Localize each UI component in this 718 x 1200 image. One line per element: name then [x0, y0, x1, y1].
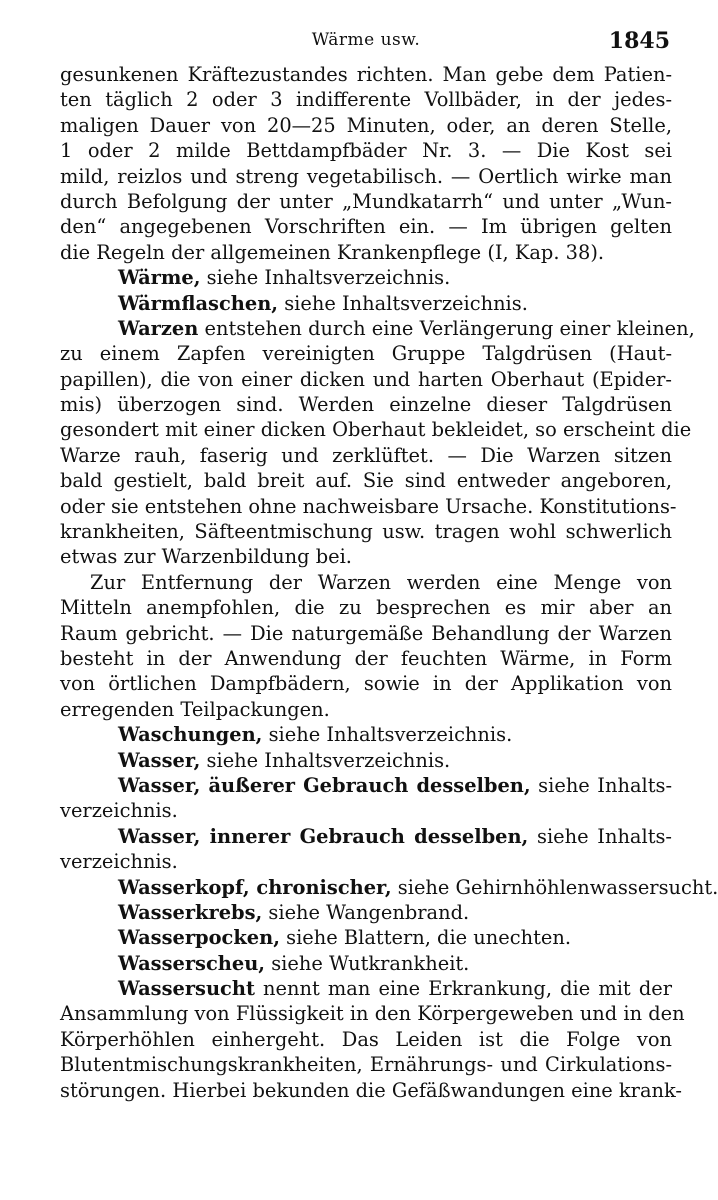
text-line [60, 214, 672, 239]
text-line [60, 646, 672, 671]
text-run: erregenden Teilpackungen. [60, 697, 330, 721]
text-line [60, 1027, 672, 1052]
text-run: durch Befolgung der unter „Mundkatarrh“ und unter „Wun- [60, 189, 672, 213]
text-run: verzeichnis. [60, 850, 178, 874]
text-run: den“ angegebenen Vorschriften ein. — Im übrigen gelten [60, 215, 672, 239]
text-run: bald gestielt, bald breit auf. Sie sind entweder angeboren, [60, 469, 672, 493]
text-line [60, 316, 695, 341]
text-line [60, 443, 672, 468]
text-run: besteht in der Anwendung der feuchten Wärme, in Form [60, 646, 672, 670]
text-line [60, 417, 692, 442]
text-run: etwas zur Warzenbildung bei. [60, 545, 352, 569]
text-line [60, 1001, 685, 1026]
text-run: Raum gebricht. — Die naturgemäße Behandlung der Warzen [60, 621, 672, 645]
text-line [60, 138, 672, 163]
page-header [60, 26, 672, 56]
text-run: mis) überzogen sind. Werden einzelne dieser Talgdrüsen [60, 393, 672, 417]
text-line [60, 240, 672, 265]
text-run: Zur Entfernung der Warzen werden eine Menge von [90, 570, 672, 594]
text-run: siehe Inhalts- [530, 773, 673, 797]
text-line [60, 849, 672, 874]
text-run: Körperhöhlen einhergeht. Das Leiden ist die Folge von [60, 1027, 672, 1051]
entry-keyword: Wärme, [118, 266, 201, 290]
text-line [60, 951, 672, 976]
text-run: verzeichnis. [60, 799, 178, 823]
text-line [60, 392, 672, 417]
entry-keyword: Wasserkopf, chronischer, [118, 875, 392, 899]
text-line [60, 87, 672, 112]
text-line [60, 494, 677, 519]
text-run: 1 oder 2 milde Bettdampfbäder Nr. 3. — Die Kost sei [60, 139, 672, 163]
text-run: gesunkenen Kräftezustandes richten. Man gebe dem Patien- [60, 63, 672, 86]
text-line [60, 164, 672, 189]
text-run: von örtlichen Dampfbädern, sowie in der Applikation von [60, 672, 672, 696]
text-run: Mitteln anempfohlen, die zu besprechen es mir aber an [60, 596, 672, 620]
text-line [60, 671, 672, 696]
entry-keyword: Warzen [118, 316, 199, 340]
text-run: mild, reizlos und streng vegetabilisch. — Oertlich wirke man [60, 164, 672, 188]
text-line [60, 519, 672, 544]
entry-keyword: Wasser, innerer Gebrauch desselben, [118, 824, 529, 848]
text-line [60, 748, 672, 773]
text-line [60, 113, 672, 138]
entry-keyword: Wasserkrebs, [118, 900, 263, 924]
text-line [60, 1078, 682, 1103]
text-run: Ansammlung von Flüssigkeit in den Körpergeweben und in den [60, 1002, 685, 1026]
text-run: siehe Inhaltsverzeichnis. [278, 291, 528, 315]
text-line [60, 189, 672, 214]
text-run: siehe Inhaltsverzeichnis. [262, 723, 513, 747]
text-run: oder sie entstehen ohne nachweisbare Ursache. Konstitutions- [60, 494, 677, 518]
text-line [60, 291, 672, 316]
entry-keyword: Wassersucht [118, 977, 255, 1001]
text-line [60, 1052, 672, 1077]
text-line [60, 621, 672, 646]
text-line [60, 265, 672, 290]
entry-keyword: Wasser, äußerer Gebrauch desselben, [118, 773, 531, 797]
entry-keyword: Wasserscheu, [118, 951, 266, 975]
text-line [60, 798, 672, 823]
text-run: maligen Dauer von 20—25 Minuten, oder, an deren Stelle, [60, 113, 672, 137]
text-run: krankheiten, Säfteentmischung usw. tragen wohl schwerlich [60, 520, 672, 544]
page-number: 1845 [608, 28, 670, 54]
text-run: die Regeln der allgemeinen Krankenpflege (I, Kap. 38). [60, 240, 605, 264]
text-run: entstehen durch eine Verlängerung einer kleinen, [198, 316, 695, 340]
text-line [60, 925, 672, 950]
text-line [60, 976, 672, 1001]
text-run: Blutentmischungskrankheiten, Ernährungs- und Cirkulations- [60, 1053, 672, 1077]
text-run: papillen), die von einer dicken und harten Oberhaut (Epider- [60, 367, 672, 391]
text-run: nennt man eine Erkrankung, die mit der [254, 977, 672, 1001]
text-run: siehe Blattern, die unechten. [279, 926, 572, 950]
entry-keyword: Wasser, [118, 748, 201, 772]
text-run: störungen. Hierbei bekunden die Gefäßwandungen eine krank- [60, 1078, 682, 1102]
text-run: gesondert mit einer dicken Oberhaut bekleidet, so erscheint die [60, 418, 692, 442]
text-run: ten täglich 2 oder 3 indifferente Vollbäder, in der jedes- [60, 88, 672, 112]
text-line [60, 570, 672, 595]
text-line [60, 595, 672, 620]
body-text [60, 62, 718, 1103]
text-line [60, 824, 672, 849]
text-line [60, 544, 672, 569]
text-run: siehe Inhalts- [528, 824, 672, 848]
text-run: siehe Gehirnhöhlenwassersucht. [391, 875, 718, 899]
text-line [60, 697, 672, 722]
running-title: Wärme usw. [311, 30, 421, 50]
text-line [60, 341, 672, 366]
text-line [60, 722, 672, 747]
text-run: siehe Inhaltsverzeichnis. [200, 748, 451, 772]
text-line [60, 468, 672, 493]
text-run: siehe Inhaltsverzeichnis. [200, 266, 451, 290]
text-line [60, 367, 672, 392]
entry-keyword: Waschungen, [118, 723, 263, 747]
text-run: zu einem Zapfen vereinigten Gruppe Talgdrüsen (Haut- [60, 342, 672, 366]
text-run: Warze rauh, faserig und zerklüftet. — Die Warzen sitzen [60, 443, 672, 467]
text-run: siehe Wutkrankheit. [265, 951, 470, 975]
text-run: siehe Wangenbrand. [262, 900, 470, 924]
text-line [60, 773, 672, 798]
text-line [60, 62, 672, 87]
entry-keyword: Wärmflaschen, [118, 291, 279, 315]
text-line [60, 875, 718, 900]
text-line [60, 900, 672, 925]
entry-keyword: Wasserpocken, [118, 926, 280, 950]
